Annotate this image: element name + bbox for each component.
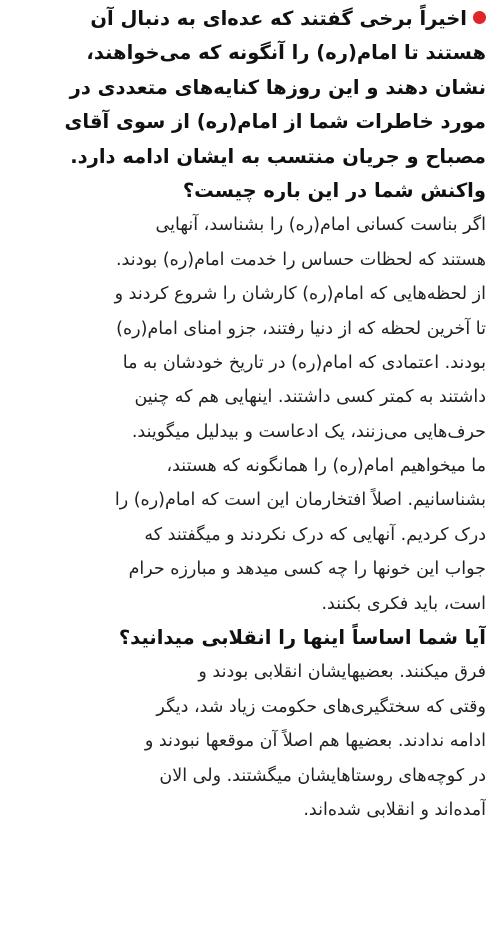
question-1-line: نشان دهند و این روزها کنایه‌های متعددی در (69, 75, 486, 99)
answer-2-line: آمده‌اند و انقلابی شده‌اند. (303, 799, 486, 820)
answer-1-line: از لحظه‌هایی که امام(ره) کارشان را شروع کردند و (114, 284, 486, 305)
answer-1-line: حرف‌هایی می‌زنند، یک ادعاست و بیدلیل میگویند. (131, 421, 486, 442)
answer-1-line: تا آخرین لحظه که از دنیا رفتند، جزو امنای امام(ره) (116, 318, 486, 339)
answer-1-line: اگر بناست کسانی امام(ره) را بشناسد، آنهایی (155, 215, 486, 236)
question-1-line: هستند تا امام(ره) را آنگونه که می‌خواهند، (86, 41, 486, 65)
answer-2-line: فرق میکنند. بعضیهایشان انقلابی بودند و (198, 662, 486, 683)
answer-1-line: بودند. اعتمادی که امام(ره) در تاریخ خودشان به ما (122, 352, 486, 373)
answer-1-line: است، باید فکری بکنند. (321, 593, 486, 614)
answer-1-line: بشناسانیم. اصلاً افتخارمان این است که امام(ره) را (114, 490, 486, 511)
red-dot-icon (473, 11, 486, 24)
question-1-line: مورد خاطرات شما از امام(ره) از سوی آقای (64, 110, 486, 134)
answer-1-line: ما میخواهیم امام(ره) را همانگونه که هستند، (166, 456, 486, 477)
answer-2-line: ادامه ندادند. بعضیها هم اصلاً آن موقعها نبودند و (144, 731, 486, 752)
answer-2-line: در کوچه‌های روستاهایشان میگشتند. ولی الان (159, 765, 486, 786)
answer-1-line: جواب این خونها را چه کسی میدهد و مبارزه حرام (128, 559, 486, 580)
question-1-line: واکنش شما در این باره چیست؟ (182, 178, 486, 202)
answer-1-line: داشتند به کمتر کسی داشتند. اینهایی هم که چنین (134, 387, 486, 408)
answer-1-line: درک کردیم. آنهایی که درک نکردند و میگفتند که (144, 524, 486, 545)
question-1-line: مصباح و جریان منتسب به ایشان ادامه دارد. (70, 144, 486, 168)
answer-2-line: وقتی که سختگیری‌های حکومت زیاد شد، دیگر (156, 696, 486, 717)
question-1-line: اخیراً برخی گفتند که عده‌ای به دنبال آن (10, 2, 486, 36)
question-2: آیا شما اساساً اینها را انقلابی میدانید؟ (118, 626, 486, 650)
answer-1-line: هستند که لحظات حساس را خدمت امام(ره) بودند. (115, 249, 486, 270)
